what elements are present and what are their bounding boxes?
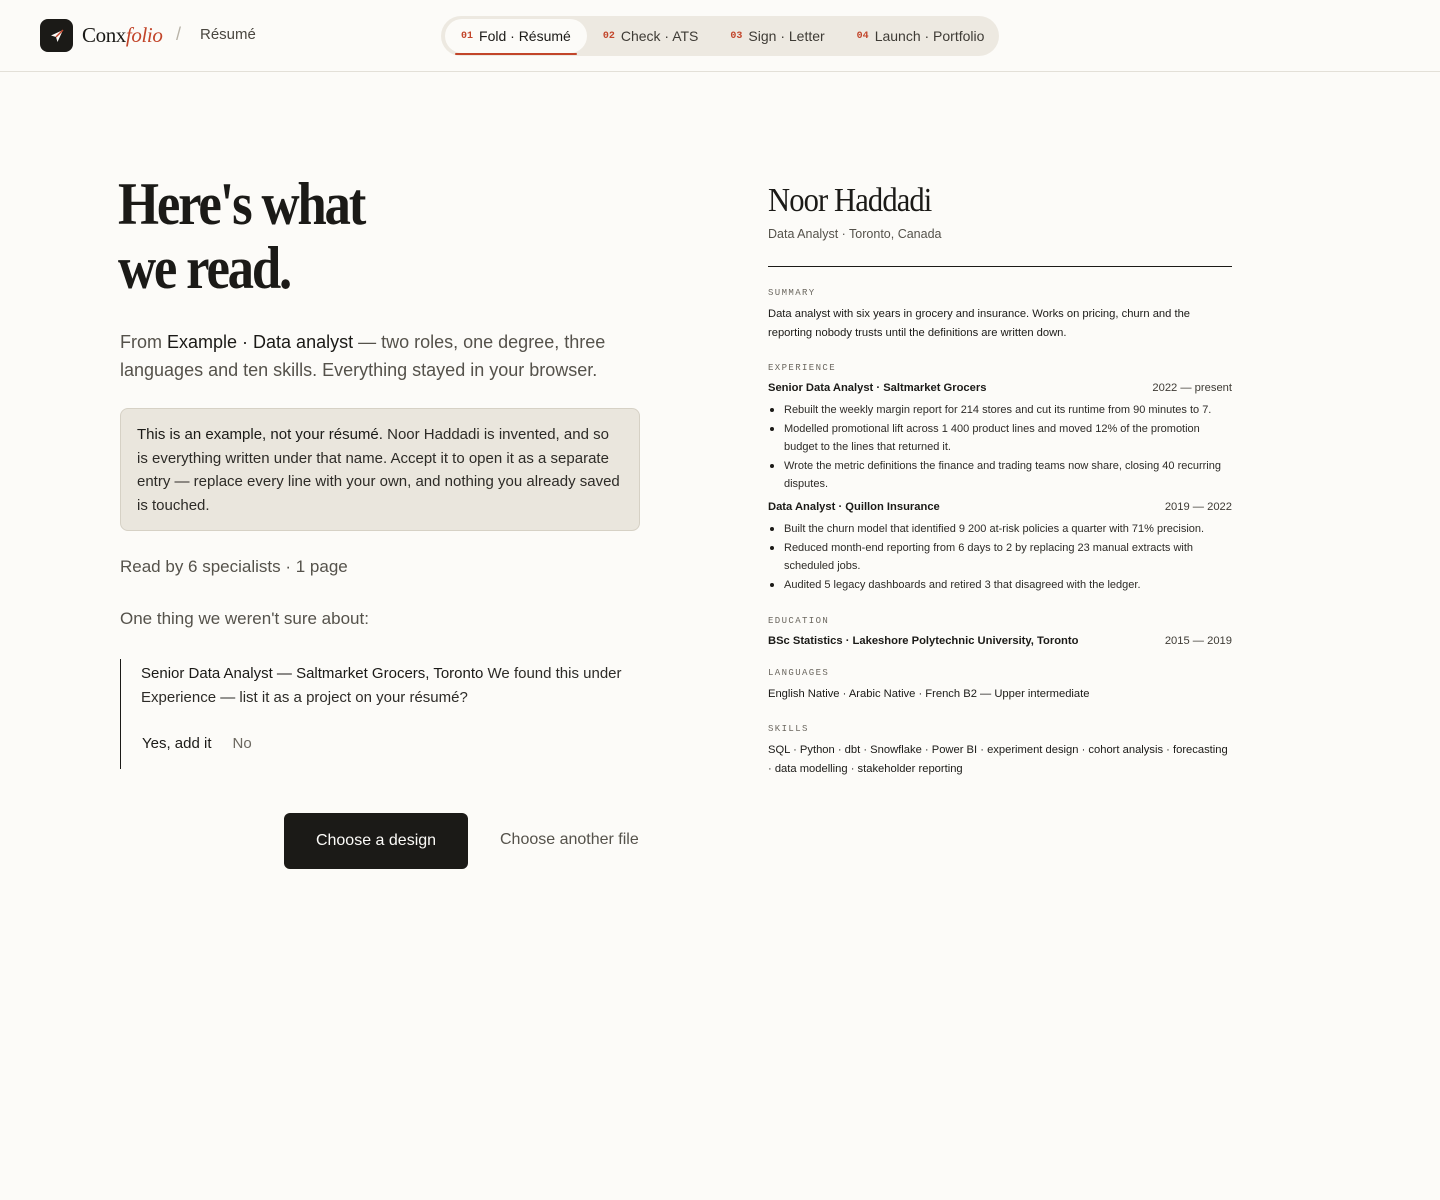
job-header xyxy=(768,382,1232,394)
uncertainty-body: We found this under Experience — list it as a project on your résumé? xyxy=(141,665,622,706)
job-dates: 2019 — 2022 xyxy=(1164,501,1232,513)
skills-label: SKILLS xyxy=(768,724,809,734)
step-label: Fold · Résumé xyxy=(479,28,571,44)
job-title: Senior Data Analyst · Saltmarket Grocers xyxy=(768,382,987,394)
resume-headline: Data Analyst · Toronto, Canada xyxy=(768,227,942,241)
choose-another-file-link[interactable]: Choose another file xyxy=(500,831,639,848)
page-title-line-1: Here's what xyxy=(118,171,365,237)
step-number: 02 xyxy=(602,30,615,42)
choose-design-button[interactable]: Choose a design xyxy=(284,813,468,869)
step-label: Launch · Portfolio xyxy=(874,28,985,44)
page-title xyxy=(118,172,488,300)
job-bullets xyxy=(768,401,1232,493)
job-bullet: Reduced month-end reporting from 6 days to 2 by replacing 23 manual extracts with scheduled jobs. xyxy=(768,539,1232,575)
tab-fold-resume[interactable] xyxy=(445,19,587,53)
paper-plane-icon xyxy=(40,19,73,52)
example-notice-lead: This is an example, not your résumé. xyxy=(137,426,383,443)
brand-name-accent: folio xyxy=(125,23,163,47)
uncertainty-subject: Senior Data Analyst — Saltmarket Grocers, Toronto xyxy=(141,665,484,682)
example-notice xyxy=(120,408,640,531)
languages-label: LANGUAGES xyxy=(768,668,830,678)
job-bullet: Wrote the metric definitions the finance and trading teams now share, closing 40 recurring disputes. xyxy=(768,457,1232,493)
intro-text xyxy=(120,328,640,384)
job-bullet: Modelled promotional lift across 1 400 product lines and moved 12% of the promotion budget to the lines that returned it. xyxy=(768,420,1232,456)
education-dates: 2015 — 2019 xyxy=(1164,635,1232,647)
education-entry xyxy=(768,635,1232,647)
intro-role: Data analyst xyxy=(253,332,354,352)
resume-divider xyxy=(768,266,1232,267)
brand-name-main: Conx xyxy=(82,23,126,47)
job-bullets xyxy=(768,520,1232,594)
brand-name xyxy=(82,23,162,48)
brand[interactable] xyxy=(40,19,162,52)
tab-check-ats[interactable] xyxy=(587,19,715,53)
skills-text: SQL · Python · dbt · Snowflake · Power BI · experiment design · cohort analysis · forecasting · data modelling · stakeholder reporting xyxy=(768,744,1228,775)
experience-label: EXPERIENCE xyxy=(768,363,837,373)
uncertainty-heading: One thing we weren't sure about: xyxy=(120,609,369,628)
job-dates: 2022 — present xyxy=(1152,382,1232,394)
read-summary: Read by 6 specialists · 1 page xyxy=(120,557,348,576)
example-notice-body: Noor Haddadi is invented, and so is everything written under that name. Accept it to open it as a separate entry — replace every line with your own, and nothing you already saved is touched. xyxy=(137,426,620,514)
intro-prefix: From xyxy=(120,332,167,352)
step-number: 01 xyxy=(461,30,474,42)
education-title: BSc Statistics · Lakeshore Polytechnic University, Toronto xyxy=(768,635,1079,647)
resume-preview xyxy=(768,182,1232,779)
tab-sign-letter[interactable] xyxy=(714,19,840,53)
resume-name: Noor Haddadi xyxy=(768,182,932,219)
step-tabs xyxy=(441,16,999,56)
summary-label: SUMMARY xyxy=(768,288,816,298)
job-header xyxy=(768,501,1232,513)
uncertainty-text xyxy=(141,659,640,710)
no-button[interactable]: No xyxy=(232,735,252,752)
intro-rest: — two roles, one degree, three languages and ten skills. Everything stayed in your browser. xyxy=(120,332,606,380)
job-title: Data Analyst · Quillon Insurance xyxy=(768,501,940,513)
uncertainty-actions xyxy=(142,735,252,752)
job-bullet: Audited 5 legacy dashboards and retired 3 that disagreed with the ledger. xyxy=(768,576,1232,594)
breadcrumb-current: Résumé xyxy=(200,26,256,43)
tab-launch-portfolio[interactable] xyxy=(841,19,1001,53)
summary-text: Data analyst with six years in grocery and insurance. Works on pricing, churn and the reporting nobody trusts until the definitions are written down. xyxy=(768,308,1191,339)
job-bullet: Built the churn model that identified 9 200 at-risk policies a quarter with 71% precision. xyxy=(768,520,1232,538)
step-number: 03 xyxy=(730,30,743,42)
intro-separator: · xyxy=(237,332,254,352)
step-label: Sign · Letter xyxy=(748,28,825,44)
yes-add-button[interactable]: Yes, add it xyxy=(142,735,212,752)
job-bullet: Rebuilt the weekly margin report for 214 stores and cut its runtime from 90 minutes to 7. xyxy=(768,401,1232,419)
education-label: EDUCATION xyxy=(768,616,830,626)
step-label: Check · ATS xyxy=(620,28,699,44)
page-title-line-2: we read. xyxy=(118,235,291,301)
step-number: 04 xyxy=(856,30,869,42)
uncertainty-card xyxy=(120,659,640,769)
intro-source: Example xyxy=(167,332,238,352)
breadcrumb-separator: / xyxy=(176,24,182,44)
languages-text: English Native · Arabic Native · French B2 — Upper intermediate xyxy=(768,688,1090,700)
top-bar xyxy=(0,0,1440,72)
